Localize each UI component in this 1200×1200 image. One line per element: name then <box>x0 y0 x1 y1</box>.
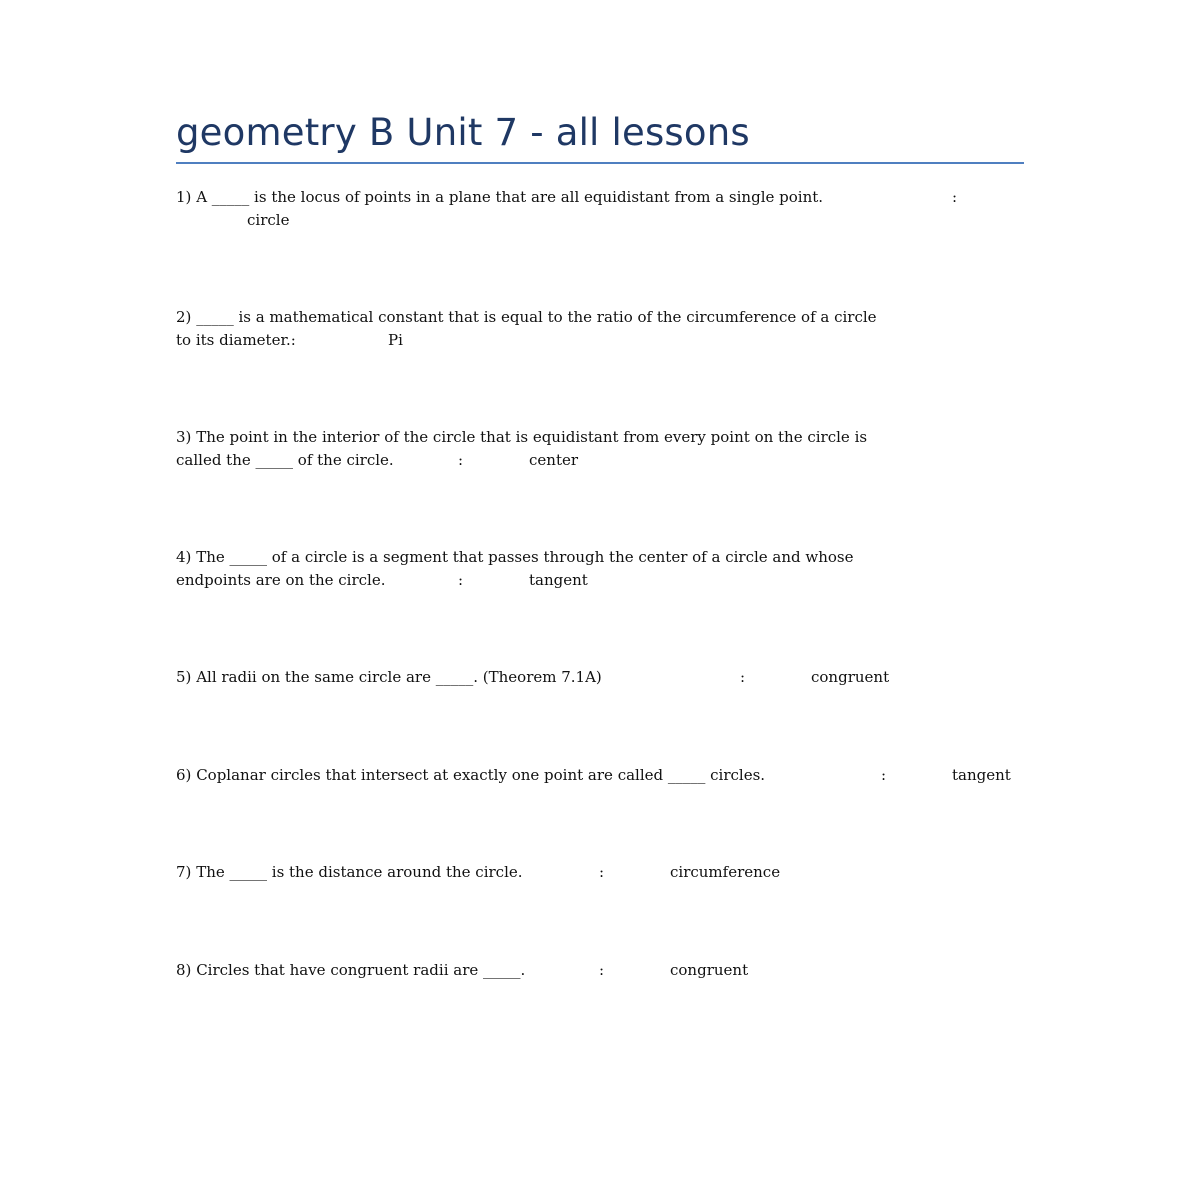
answer: congruent <box>811 668 890 686</box>
question-number: 1) <box>176 188 192 206</box>
question-1 <box>176 186 1036 232</box>
answer-separator: : <box>599 863 605 881</box>
question-text: The point in the interior of the circle that is equidistant from every point on the circle is <box>196 428 868 446</box>
answer: tangent <box>952 766 1011 784</box>
question-2 <box>176 306 1036 352</box>
question-text-continued: to its diameter. <box>176 331 291 349</box>
answer-separator: : <box>740 668 746 686</box>
title-underline <box>176 162 1024 164</box>
answer-separator: : <box>952 188 958 206</box>
answer-separator: : <box>881 766 887 784</box>
question-text: All radii on the same circle are _____. (Theorem 7.1A) <box>196 668 602 686</box>
question-text: Circles that have congruent radii are _____. <box>196 961 526 979</box>
question-8 <box>176 959 1036 982</box>
answer: circumference <box>670 863 781 881</box>
question-number: 8) <box>176 961 192 979</box>
question-number: 5) <box>176 668 192 686</box>
question-text: Coplanar circles that intersect at exactly one point are called _____ circles. <box>196 766 766 784</box>
question-number: 7) <box>176 863 192 881</box>
answer: circle <box>247 211 290 229</box>
question-5 <box>176 666 1036 689</box>
answer: center <box>529 451 579 469</box>
question-3 <box>176 426 1036 472</box>
question-number: 2) <box>176 308 192 326</box>
answer: Pi <box>388 331 403 349</box>
question-text: The _____ of a circle is a segment that passes through the center of a circle and whose <box>196 548 854 566</box>
question-number: 6) <box>176 766 192 784</box>
question-number: 4) <box>176 548 192 566</box>
question-number: 3) <box>176 428 192 446</box>
question-6 <box>176 764 1036 787</box>
question-text-continued: endpoints are on the circle. <box>176 571 386 589</box>
question-text: _____ is a mathematical constant that is equal to the ratio of the circumference of a circle <box>196 308 877 326</box>
question-4 <box>176 546 1036 592</box>
question-text: A _____ is the locus of points in a plane that are all equidistant from a single point. <box>196 188 824 206</box>
answer: tangent <box>529 571 588 589</box>
question-text: The _____ is the distance around the circle. <box>196 863 523 881</box>
page-title: geometry B Unit 7 - all lessons <box>176 111 750 154</box>
question-text-continued: called the _____ of the circle. <box>176 451 394 469</box>
answer-separator: : <box>599 961 605 979</box>
answer-separator: : <box>458 571 464 589</box>
answer-separator: : <box>290 331 296 349</box>
question-7 <box>176 861 1036 884</box>
answer: congruent <box>670 961 749 979</box>
answer-separator: : <box>458 451 464 469</box>
